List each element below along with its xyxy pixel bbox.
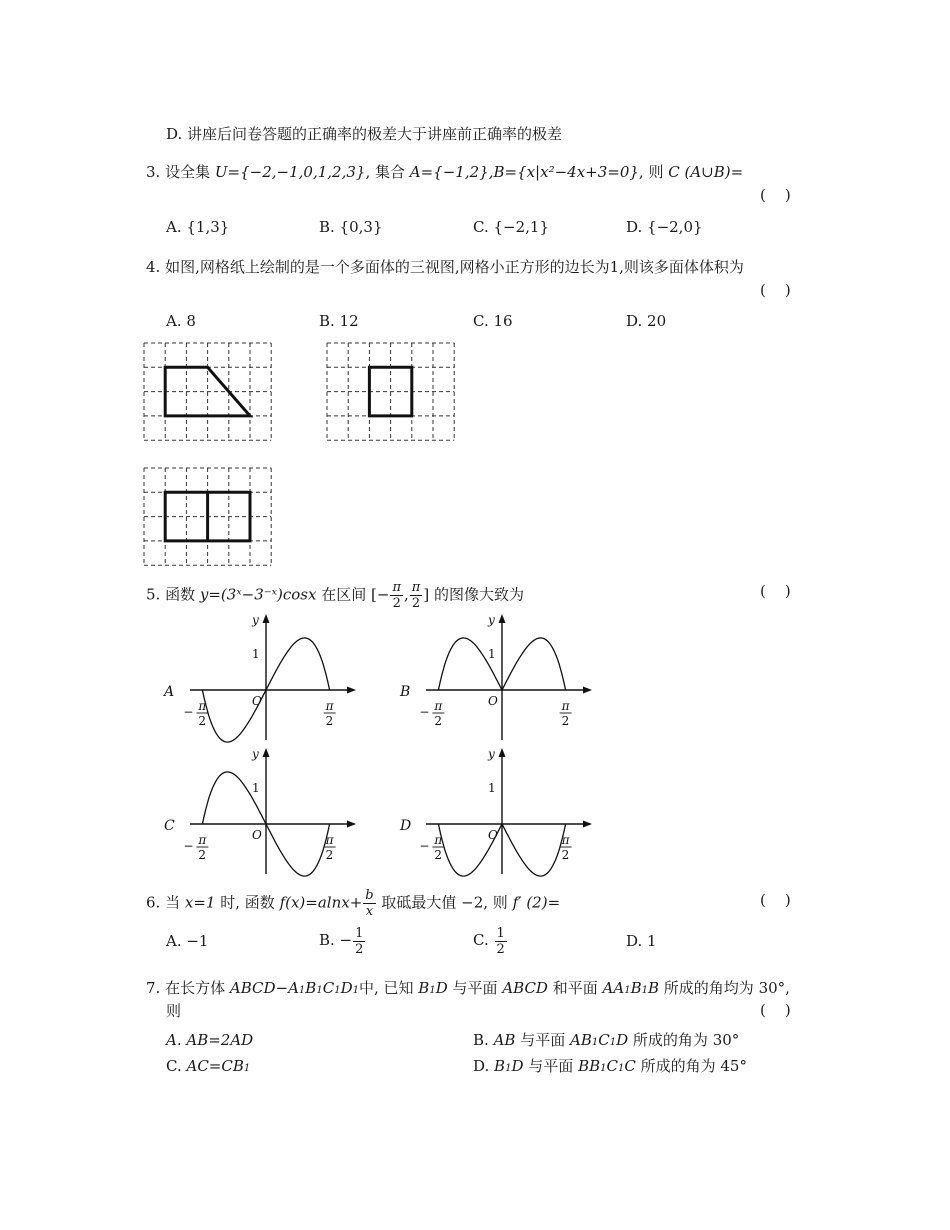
- graph-option-letter: B: [400, 684, 411, 700]
- q6-option-a: A. −1: [166, 932, 209, 950]
- x-axis-arrow: [347, 821, 356, 828]
- q5-stem: [146, 580, 524, 611]
- q3-option-a: A. {1,3}: [166, 218, 230, 236]
- front-view-grid: [144, 343, 272, 441]
- q3-option-d: D. {−2,0}: [626, 218, 703, 236]
- x-tick-pi: π: [434, 699, 443, 713]
- q6-option-d: D. 1: [626, 932, 657, 950]
- q3-stem: [146, 162, 743, 182]
- x-tick-pi: π: [198, 833, 207, 847]
- x-tick-pi: π: [325, 699, 334, 713]
- x-tick-two: 2: [434, 848, 443, 862]
- x-axis-arrow: [583, 687, 592, 694]
- q5-interval-close: ]: [423, 585, 430, 604]
- y-axis-label: y: [252, 613, 259, 627]
- q5-answer-bracket: ( ): [760, 582, 791, 600]
- q5-stem-a: 5. 函数: [146, 585, 196, 604]
- q7-option-b: B. AB 与平面 AB1C1D 所成的角为 30°: [473, 1031, 740, 1049]
- q3-set-b: ,B={x|x²−4x+3=0}: [488, 163, 639, 181]
- q3-set-a: A={−1,2}: [409, 163, 489, 181]
- x-tick-pi: π: [434, 833, 443, 847]
- x-tick-two: 2: [198, 848, 207, 862]
- q6-option-b: B. − $\frac{1}{2}$: [319, 925, 364, 957]
- q5-frac-left: $\frac{\pi}{2}$: [392, 580, 401, 611]
- x-tick-minus: −: [419, 839, 430, 853]
- y-axis-label: y: [488, 747, 495, 761]
- q6-option-b-frac: $\frac{1}{2}$: [355, 925, 364, 957]
- y-axis-label: y: [488, 613, 495, 627]
- q4-option-d: D. 20: [626, 312, 667, 330]
- x-tick-minus: −: [419, 705, 430, 719]
- q4-option-b: B. 12: [319, 312, 359, 330]
- x-tick-two: 2: [434, 714, 443, 728]
- origin-label: O: [252, 828, 262, 842]
- y-tick-label: 1: [252, 647, 260, 661]
- q6-cond: x=1: [184, 893, 216, 912]
- origin-label: O: [252, 694, 262, 708]
- q6-deriv: f′ (2)=: [512, 893, 561, 912]
- q3-stem-b: , 集合: [365, 163, 405, 181]
- x-tick-pi: π: [325, 833, 334, 847]
- y-axis-arrow: [263, 748, 270, 757]
- q7-option-d: D. B1D 与平面 BB1C1C 所成的角为 45°: [473, 1057, 747, 1075]
- origin-label: O: [488, 694, 498, 708]
- graph-option-d: [396, 744, 606, 879]
- graph-option-a: [160, 610, 370, 745]
- x-tick-minus: −: [183, 839, 194, 853]
- q6-option-c-frac: $\frac{1}{2}$: [496, 925, 505, 957]
- graph-option-letter: A: [164, 684, 175, 700]
- top-view-grid: [144, 468, 272, 566]
- graph-option-c: [160, 744, 370, 879]
- graph-option-letter: C: [164, 818, 175, 834]
- q3-option-b: B. {0,3}: [319, 218, 383, 236]
- q5-interval-open: [−: [371, 585, 390, 604]
- q3-stem-a: 设全集: [165, 163, 211, 181]
- x-tick-two: 2: [561, 714, 570, 728]
- q6-stem: [146, 888, 560, 919]
- x-axis-arrow: [347, 687, 356, 694]
- q5-stem-b: 在区间: [321, 585, 367, 604]
- x-tick-pi: π: [561, 699, 570, 713]
- q4-option-c: C. 16: [473, 312, 513, 330]
- side-view-grid: [327, 343, 455, 441]
- q3-answer-bracket: ( ): [760, 186, 791, 204]
- y-axis-arrow: [499, 614, 506, 623]
- origin-label: O: [488, 828, 498, 842]
- q7-option-c: C. AC=CB1: [166, 1057, 251, 1075]
- y-axis-label: y: [252, 747, 259, 761]
- q4-answer-bracket: ( ): [760, 281, 791, 299]
- q3-number: 3.: [146, 163, 161, 181]
- q6-stem-b: 时, 函数: [220, 893, 275, 912]
- x-tick-pi: π: [561, 833, 570, 847]
- q7-option-a: A. AB=2AD: [166, 1031, 254, 1049]
- x-tick-two: 2: [561, 848, 570, 862]
- q5-stem-c: 的图像大致为: [433, 585, 524, 604]
- q4-stem: 4. 如图,网格纸上绘制的是一个多面体的三视图,网格小正方形的边长为1,则该多面体体积为: [146, 258, 744, 276]
- q6-frac: $\frac{b}{x}$: [365, 888, 374, 919]
- q6-answer-bracket: ( ): [760, 891, 791, 909]
- x-tick-minus: −: [183, 705, 194, 719]
- y-tick-label: 1: [488, 647, 496, 661]
- q7-stem-then: 则: [166, 1002, 182, 1020]
- x-axis-arrow: [583, 821, 592, 828]
- q5-interval-mid: ,: [403, 585, 409, 604]
- q3-set-u: U={−2,−1,0,1,2,3}: [214, 163, 366, 181]
- q4-option-a: A. 8: [166, 312, 196, 330]
- q6-option-c: C. $\frac{1}{2}$: [473, 925, 505, 957]
- graph-option-b: [396, 610, 606, 745]
- q3-stem-c: , 则: [638, 163, 664, 181]
- q6-func: f(x)=alnx+: [279, 893, 363, 912]
- q2-option-d: D. 讲座后问卷答题的正确率的极差大于讲座前正确率的极差: [166, 125, 563, 143]
- q3-option-c: C. {−2,1}: [473, 218, 549, 236]
- x-tick-two: 2: [198, 714, 207, 728]
- y-axis-arrow: [263, 614, 270, 623]
- q7-answer-bracket: ( ): [760, 1001, 791, 1019]
- y-tick-label: 1: [252, 781, 260, 795]
- graph-option-letter: D: [400, 818, 412, 834]
- x-tick-pi: π: [198, 699, 207, 713]
- q6-stem-c: 取砥最大值 −2, 则: [381, 893, 508, 912]
- y-axis-arrow: [499, 748, 506, 757]
- y-tick-label: 1: [488, 781, 496, 795]
- q5-func: y=(3ˣ−3⁻ˣ)cosx: [199, 585, 317, 604]
- q6-stem-a: 6. 当: [146, 893, 181, 912]
- q7-stem: 7. 在长方体 ABCD−A1B1C1D1中, 已知 B1D 与平面 ABCD 和平面 AA1B1B 所成的角均为 30°,: [146, 979, 790, 997]
- q3-complement: C (A∪B)=: [668, 163, 744, 181]
- x-tick-two: 2: [325, 848, 334, 862]
- q5-frac-right: $\frac{\pi}{2}$: [411, 580, 421, 611]
- x-tick-two: 2: [325, 714, 334, 728]
